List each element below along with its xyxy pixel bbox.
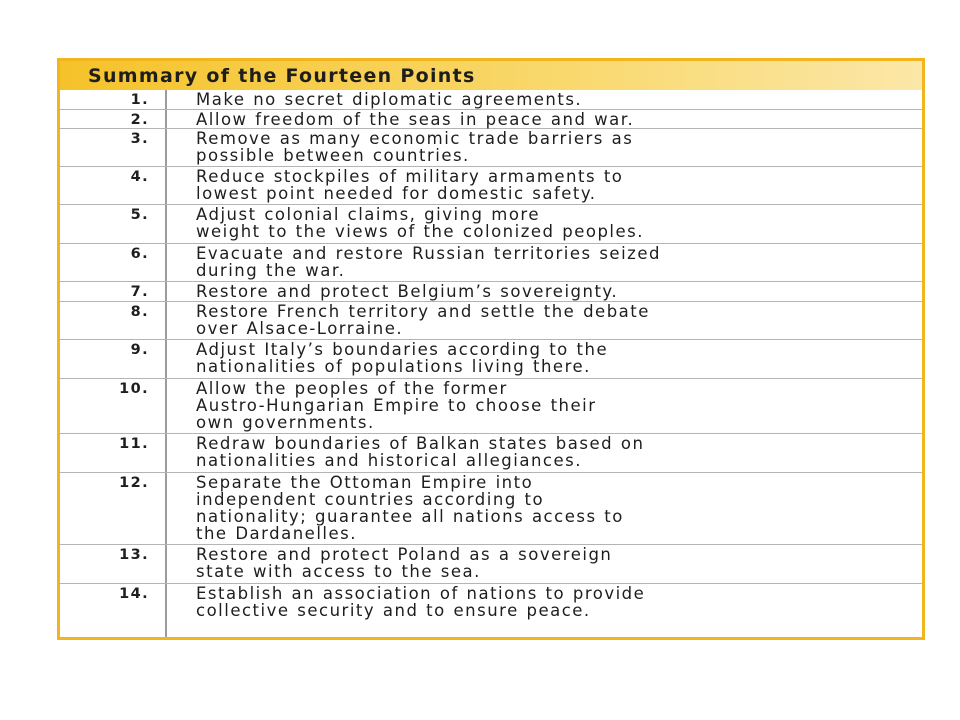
point-text-line: the Dardanelles. — [196, 524, 357, 543]
point-text-line: Make no secret diplomatic agreements. — [196, 90, 583, 109]
point-number: 13. — [119, 547, 149, 563]
table-row — [60, 205, 922, 244]
point-text-line: Austro-Hungarian Empire to choose their — [196, 396, 597, 415]
table-title-bar — [60, 61, 922, 90]
point-text-line: lowest point needed for domestic safety. — [196, 184, 597, 203]
point-text-line: Separate the Ottoman Empire into — [196, 473, 534, 492]
table-row — [60, 340, 922, 379]
table-row — [60, 167, 922, 205]
point-text — [167, 110, 922, 128]
point-text — [167, 90, 922, 109]
point-number: 10. — [119, 381, 149, 397]
point-number: 4. — [130, 169, 149, 185]
point-text — [167, 473, 922, 544]
point-text — [167, 167, 922, 204]
point-text — [167, 434, 922, 472]
point-text-line: nationalities of populations living there. — [196, 357, 591, 376]
point-text-line: Allow the peoples of the former — [196, 379, 508, 398]
points-list — [60, 90, 922, 637]
point-text-line: collective security and to ensure peace. — [196, 601, 591, 620]
point-text — [167, 282, 922, 301]
point-number: 6. — [130, 246, 149, 262]
point-text-line: Allow freedom of the seas in peace and war. — [196, 110, 635, 129]
point-text-line: Restore and protect Belgium’s sovereignty. — [196, 282, 619, 301]
point-number: 12. — [119, 475, 149, 491]
point-text-line: Restore French territory and settle the debate — [196, 302, 650, 321]
table-row — [60, 129, 922, 167]
point-text-line: nationality; guarantee all nations access to — [196, 507, 624, 526]
point-text-line: possible between countries. — [196, 146, 470, 165]
point-text-line: Reduce stockpiles of military armaments to — [196, 167, 624, 186]
table-row — [60, 545, 922, 584]
point-text-line: weight to the views of the colonized peoples. — [196, 222, 645, 241]
table-row — [60, 302, 922, 340]
table-row — [60, 584, 922, 624]
point-text-line: own governments. — [196, 413, 375, 432]
point-number: 2. — [130, 112, 149, 128]
point-text-line: over Alsace-Lorraine. — [196, 319, 404, 338]
point-text — [167, 545, 922, 583]
point-text-line: Restore and protect Poland as a sovereign — [196, 545, 613, 564]
point-text-line: Adjust colonial claims, giving more — [196, 205, 540, 224]
point-number: 8. — [130, 304, 149, 320]
table-row — [60, 473, 922, 545]
point-text — [167, 340, 922, 378]
point-number: 1. — [130, 92, 149, 108]
fourteen-points-table — [57, 58, 925, 640]
point-text-line: Adjust Italy’s boundaries according to the — [196, 340, 609, 359]
point-text-line: state with access to the sea. — [196, 562, 481, 581]
point-text-line: during the war. — [196, 261, 346, 280]
point-text-line: independent countries according to — [196, 490, 545, 509]
point-text — [167, 205, 922, 243]
point-text — [167, 584, 922, 624]
point-number: 7. — [130, 284, 149, 300]
table-row — [60, 379, 922, 434]
point-text-line: Establish an association of nations to provide — [196, 584, 646, 603]
table-row — [60, 244, 922, 282]
point-number: 11. — [119, 436, 149, 452]
point-number: 14. — [119, 586, 149, 602]
table-row — [60, 282, 922, 302]
point-text-line: nationalities and historical allegiances. — [196, 451, 582, 470]
table-row — [60, 434, 922, 473]
point-text — [167, 244, 922, 281]
point-text-line: Evacuate and restore Russian territories seized — [196, 244, 661, 263]
table-row — [60, 90, 922, 110]
point-number: 9. — [130, 342, 149, 358]
point-text — [167, 302, 922, 339]
table-title: Summary of the Fourteen Points — [88, 64, 476, 87]
point-text-line: Redraw boundaries of Balkan states based on — [196, 434, 645, 453]
point-text — [167, 379, 922, 433]
table-row — [60, 110, 922, 129]
point-number: 5. — [130, 207, 149, 223]
point-text — [167, 129, 922, 166]
point-number: 3. — [130, 131, 149, 147]
point-text-line: Remove as many economic trade barriers as — [196, 129, 634, 148]
